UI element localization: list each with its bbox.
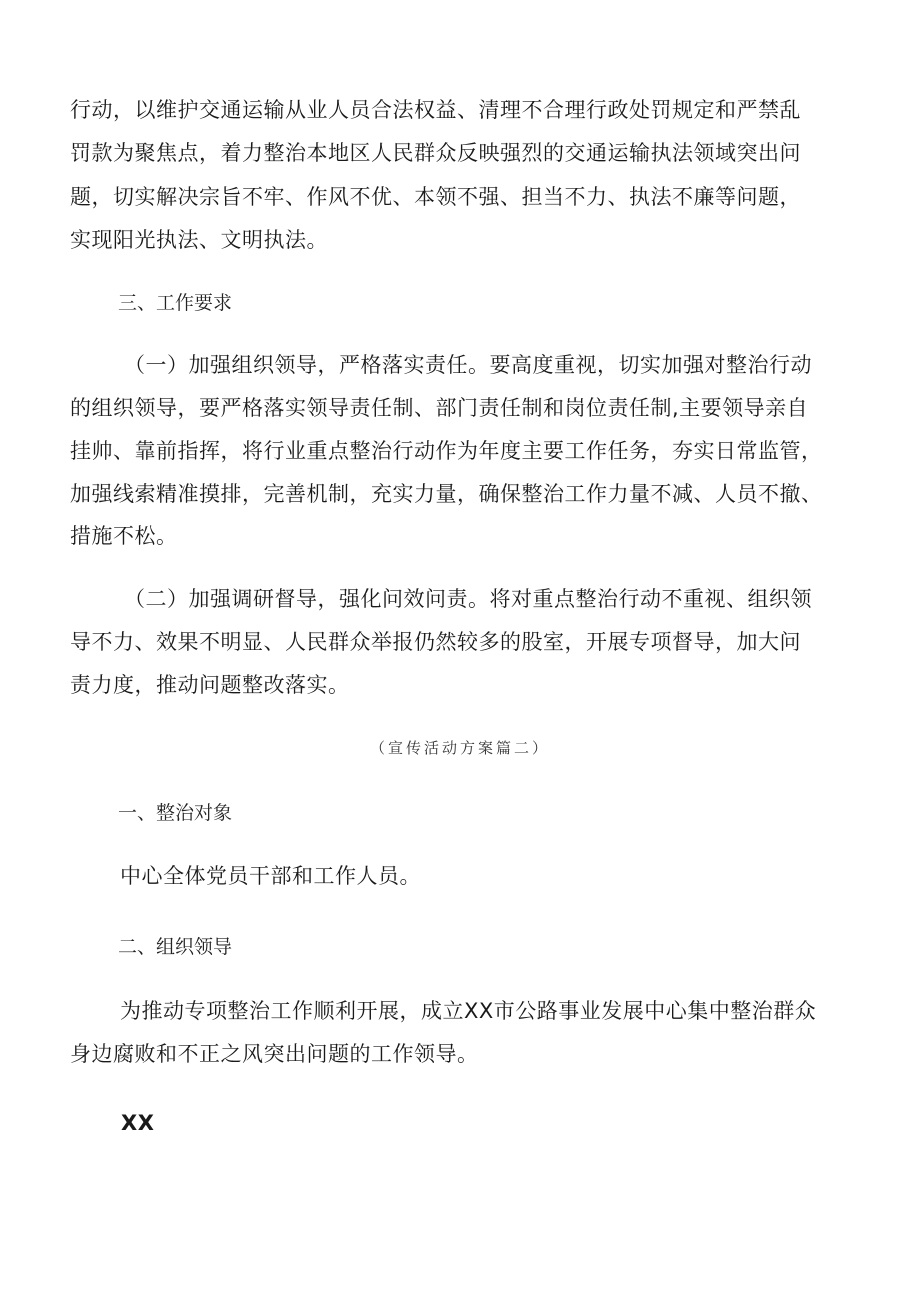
intro-line-1: 行动，以维护交通运输从业人员合法权益、清理不合理行政处罚规定和严禁乱 [70, 98, 801, 122]
item1-line-5: 措施不松。 [70, 524, 178, 548]
item1-line-4: 加强线索精准摸排，完善机制，充实力量，确保整治工作力量不减、人员不撤、 [70, 482, 823, 506]
target-text: 中心全体党员干部和工作人员。 [120, 864, 421, 888]
item2-line-2: 导不力、效果不明显、人民群众举报仍然较多的股室，开展专项督导，加大问 [70, 630, 801, 654]
item1-line-2: 的组织领导，要严格落实领导责任制、部门责任制和岗位责任制,主要领导亲自 [70, 396, 809, 420]
section-heading-organization: 二、组织领导 [118, 936, 233, 958]
intro-line-3: 题，切实解决宗旨不牢、作风不优、本领不强、担当不力、执法不廉等问题， [70, 185, 801, 209]
item1-line-3: 挂帅、靠前指挥，将行业重点整治行动作为年度主要工作任务，夯实日常监管， [70, 439, 823, 463]
organization-line-2: 身边腐败和不正之风突出问题的工作领导。 [70, 1042, 479, 1066]
intro-line-2: 罚款为聚焦点，着力整治本地区人民群众反映强烈的交通运输执法领域突出问 [70, 141, 801, 165]
item2-line-1: （二）加强调研督导，强化问效问责。将对重点整治行动不重视、组织领 [124, 587, 812, 611]
item1-line-1: （一）加强组织领导，严格落实责任。要高度重视，切实加强对整治行动 [124, 353, 812, 377]
footer-mark: XX [121, 1111, 155, 1135]
section-heading-target: 一、整治对象 [118, 802, 233, 824]
intro-line-4: 实现阳光执法、文明执法。 [70, 228, 328, 252]
organization-line-1: 为推动专项整治工作顺利开展，成立XX市公路事业发展中心集中整治群众 [120, 999, 817, 1023]
section-heading-requirements: 三、工作要求 [118, 292, 233, 314]
item2-line-3: 责力度，推动问题整改落实。 [70, 673, 350, 697]
section-subtitle: （宣传活动方案篇二） [369, 739, 550, 757]
